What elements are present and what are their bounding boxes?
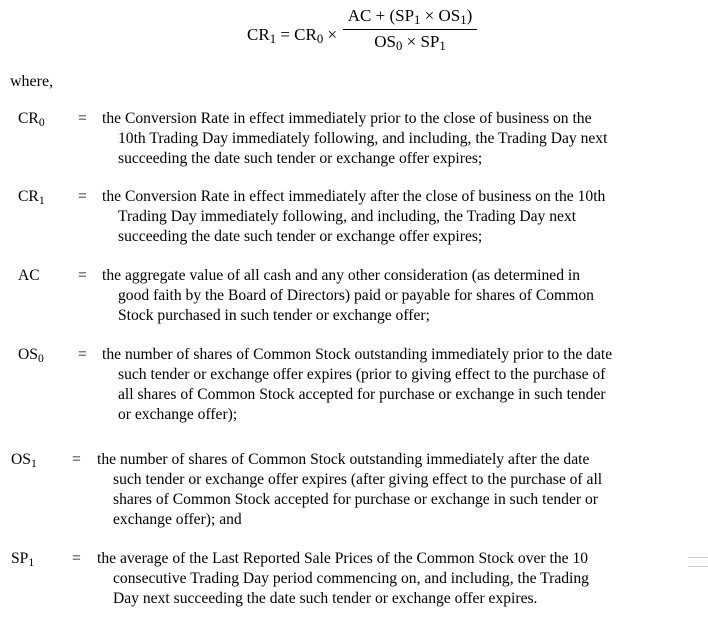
def-term-var: AC [18, 267, 40, 284]
def-term-sub: 1 [38, 193, 45, 207]
def-line: Trading Day immediately following, and including, the Trading Day next [118, 208, 577, 225]
def-line: Day next succeeding the date such tender or exchange offer expires. [113, 590, 538, 607]
def-term-sub: 1 [30, 456, 37, 470]
num-os-sub: 1 [460, 13, 467, 28]
def-term-sub: 0 [38, 115, 45, 129]
def-description [102, 109, 692, 169]
def-line: all shares of Common Stock accepted for purchase or exchange in such tender [118, 386, 606, 403]
num-sp: SP [395, 6, 415, 25]
num-times: × [424, 6, 435, 25]
def-line: the number of shares of Common Stock outstanding immediately prior to the date [102, 346, 613, 363]
formula-times: × [327, 25, 338, 44]
def-line: consecutive Trading Day period commencing on, and including, the Trading [113, 570, 589, 587]
formula-cr0: CR [294, 25, 317, 44]
num-sp-sub: 1 [414, 13, 421, 28]
def-term-sub: 1 [28, 555, 35, 569]
formula-cr0-sub: 0 [316, 32, 324, 47]
def-equals: = [78, 346, 87, 363]
margin-marker [688, 557, 708, 567]
def-term [18, 345, 44, 365]
def-line: good faith by the Board of Directors) paid or payable for shares of Common [118, 287, 594, 304]
def-line: 10th Trading Day immediately following, and including, the Trading Day next [118, 130, 608, 147]
den-sp-sub: 1 [439, 39, 446, 54]
def-line: such tender or exchange offer expires (prior to giving effect to the purchase of [118, 366, 606, 383]
def-line: succeeding the date such tender or exchange offer expires; [118, 150, 483, 167]
def-line: Stock purchased in such tender or exchange offer; [118, 307, 430, 324]
def-description [102, 266, 692, 326]
def-description [97, 450, 687, 530]
def-term [18, 266, 40, 286]
def-term [11, 549, 34, 569]
def-equals: = [78, 110, 87, 127]
formula-denominator [343, 32, 477, 52]
def-description [102, 187, 692, 247]
formula-lhs-var: CR [247, 25, 270, 44]
def-term-var: CR [18, 110, 39, 127]
conversion-rate-formula [0, 4, 708, 62]
den-os: OS [374, 32, 396, 51]
def-line: exchange offer); and [113, 511, 242, 528]
def-term [11, 450, 37, 470]
den-times: × [406, 32, 417, 51]
def-term [18, 109, 45, 129]
def-line: such tender or exchange offer expires (after giving effect to the purchase of all [113, 471, 603, 488]
num-plus: + [375, 6, 386, 25]
def-term [18, 187, 45, 207]
def-term-var: OS [11, 451, 31, 468]
def-line: succeeding the date such tender or exchange offer expires; [118, 228, 483, 245]
def-line: the number of shares of Common Stock outstanding immediately after the date [97, 451, 590, 468]
def-line: the aggregate value of all cash and any other consideration (as determined in [102, 267, 581, 284]
def-equals: = [78, 188, 87, 205]
where-label: where, [10, 73, 54, 90]
def-line: the average of the Last Reported Sale Prices of the Common Stock over the 10 [97, 550, 589, 567]
fraction-bar [343, 29, 477, 30]
def-line: or exchange offer); [118, 406, 238, 423]
def-line: shares of Common Stock accepted for purchase or exchange in such tender or [113, 491, 598, 508]
def-term-var: OS [18, 346, 38, 363]
den-os-sub: 0 [395, 39, 403, 54]
def-description [97, 549, 687, 609]
def-description [102, 345, 692, 425]
def-line: the Conversion Rate in effect immediately prior to the close of business on the [102, 110, 592, 127]
num-close-paren: ) [466, 6, 473, 25]
num-os: OS [438, 6, 461, 25]
def-term-var: SP [11, 550, 29, 567]
def-term-var: CR [18, 188, 39, 205]
den-sp: SP [420, 32, 440, 51]
formula-lhs-sub: 1 [269, 32, 277, 47]
def-equals: = [78, 267, 87, 284]
def-line: the Conversion Rate in effect immediately after the close of business on the 10th [102, 188, 606, 205]
num-ac: AC [347, 6, 372, 25]
formula-lhs [247, 25, 337, 45]
formula-numerator [343, 6, 477, 26]
def-equals: = [72, 451, 81, 468]
num-open-paren: ( [389, 6, 396, 25]
formula-fraction [343, 6, 477, 52]
def-term-sub: 0 [37, 351, 44, 365]
def-equals: = [72, 550, 81, 567]
formula-equals: = [280, 25, 290, 44]
